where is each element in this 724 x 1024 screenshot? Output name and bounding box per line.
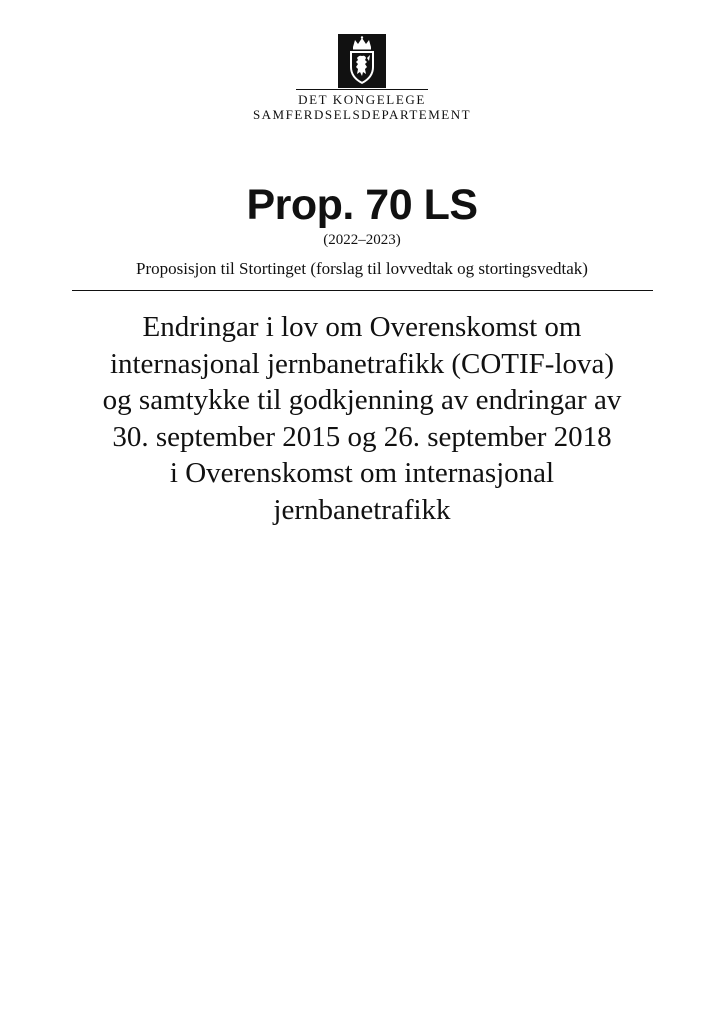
logo-rule-top xyxy=(296,89,428,90)
title-line: internasjonal jernbanetrafikk (COTIF-lova) xyxy=(109,347,615,380)
proposition-type: Proposisjon til Stortinget (forslag til lovvedtak og stortingsvedtak) xyxy=(136,259,588,278)
ministry-name-line1: DET KONGELEGE xyxy=(298,92,426,107)
proposition-number: Prop. 70 LS xyxy=(246,181,478,229)
title-line: og samtykke til godkjenning av endringar av xyxy=(102,384,622,417)
parliamentary-session: (2022–2023) xyxy=(323,232,401,248)
title-line: i Overenskomst om internasjonal xyxy=(169,457,555,490)
ministry-name-line2: SAMFERDSELSDEPARTEMENT xyxy=(252,107,472,122)
ministry-logo xyxy=(0,34,724,122)
divider xyxy=(72,290,653,291)
norwegian-coat-of-arms-icon xyxy=(338,34,386,88)
document-title xyxy=(60,309,664,529)
title-line: jernbanetrafikk xyxy=(273,493,451,526)
title-line: 30. september 2015 og 26. september 2018 xyxy=(112,420,612,453)
title-line: Endringar i lov om Overenskomst om xyxy=(142,311,582,343)
